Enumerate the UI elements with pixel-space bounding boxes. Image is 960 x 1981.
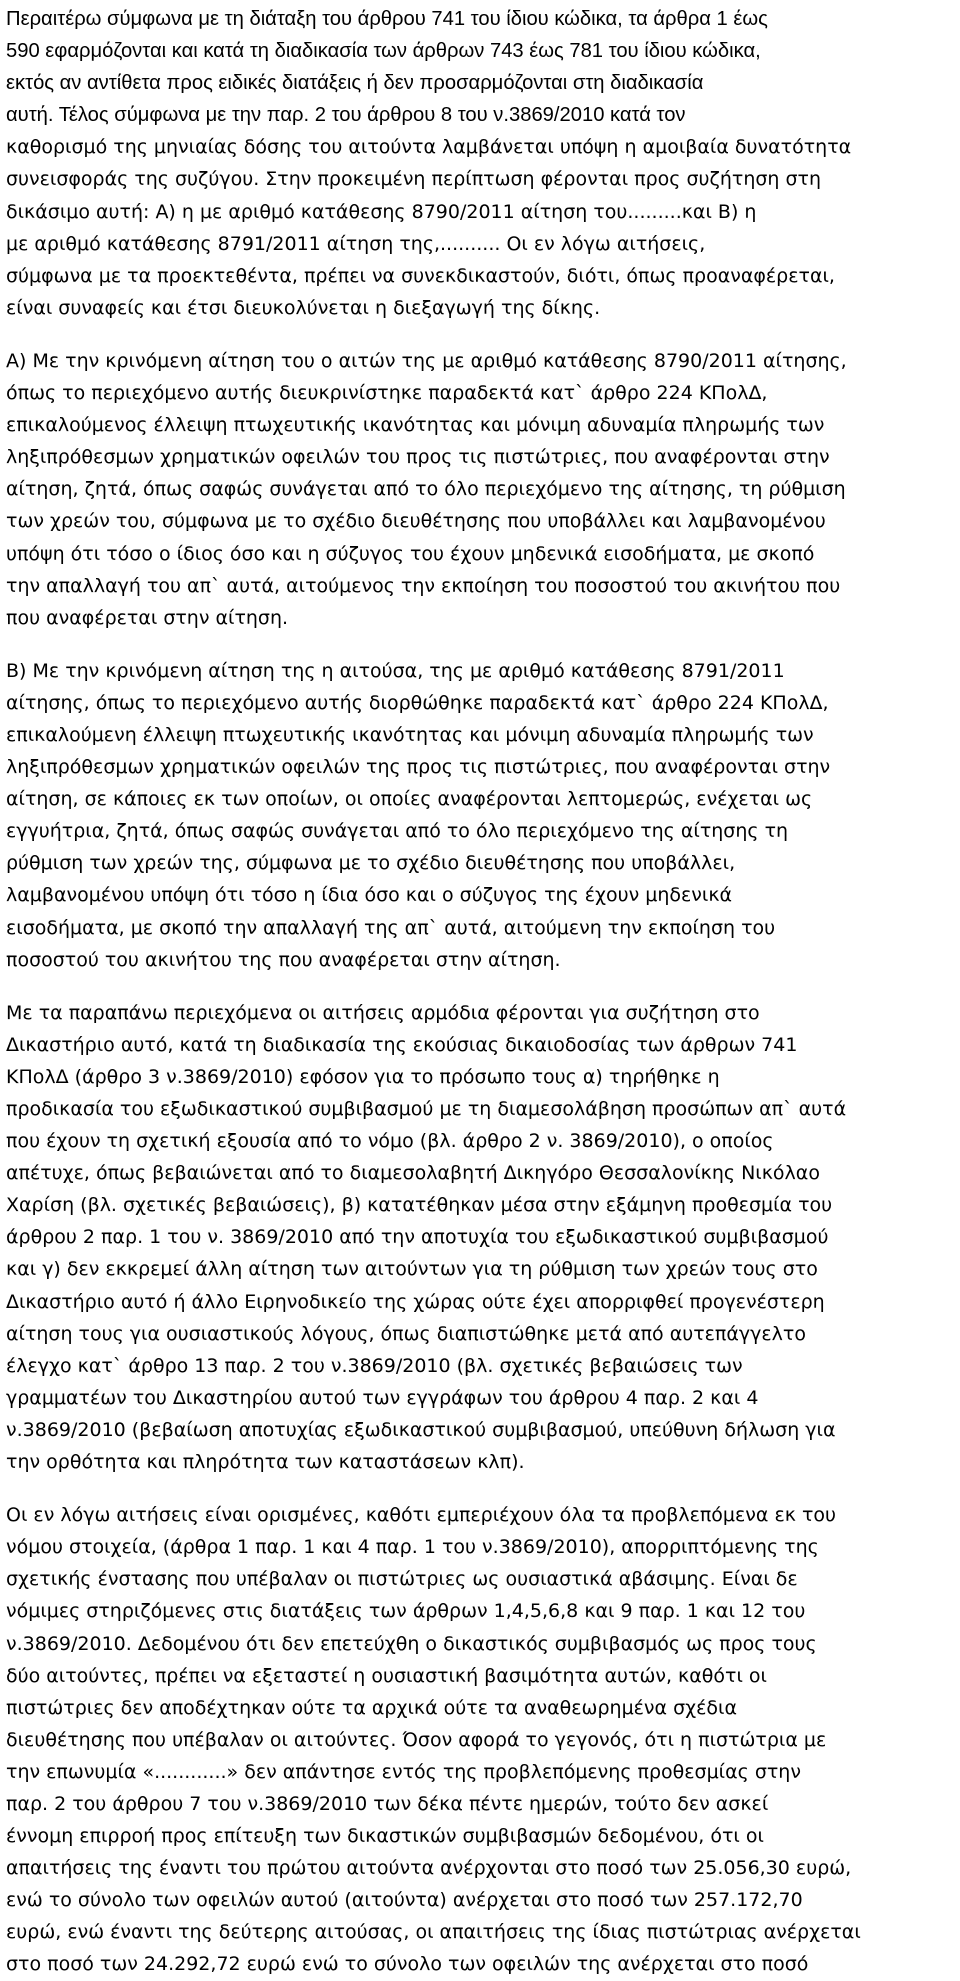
- text-line: απέτυχε, όπως βεβαιώνεται από το διαμεσολαβητή Δικηγόρο Θεσσαλονίκης Νικόλαο: [6, 1162, 820, 1185]
- text-line: Α) Με την κρινόμενη αίτηση του ο αιτών της με αριθμό κατάθεσης 8790/2011 αίτησης,: [6, 349, 847, 372]
- text-line: σύμφωνα με τα προεκτεθέντα, πρέπει να συνεκδικαστούν, διότι, όπως προαναφέρεται,: [6, 264, 835, 287]
- text-line: επικαλούμενη έλλειψη πτωχευτικής ικανότητας και μόνιμη αδυναμία πληρωμής των: [6, 723, 814, 746]
- text-line: έννομη επιρροή προς επίτευξη των δικαστικών συμβιβασμών δεδομένου, ότι οι: [6, 1825, 764, 1848]
- text-line: απαιτήσεις της έναντι του πρώτου αιτούντα ανέρχονται στο ποσό των 25.056,30 ευρώ,: [6, 1857, 852, 1880]
- text-line: έλεγχο κατ` άρθρο 13 παρ. 2 του ν.3869/2010 (βλ. σχετικές βεβαιώσεις των: [6, 1354, 743, 1377]
- text-line: πιστώτριες δεν αποδέχτηκαν ούτε τα αρχικά ούτε τα αναθεωρημένα σχέδια: [6, 1696, 737, 1719]
- text-line: εκτός αν αντίθετα προς ειδικές διατάξεις ή δεν προσαρμόζονται στη διαδικασία: [6, 72, 704, 95]
- text-line: Με τα παραπάνω περιεχόμενα οι αιτήσεις αρμόδια φέρονται για συζήτηση στο: [6, 1001, 760, 1024]
- text-line: Χαρίση (βλ. σχετικές βεβαιώσεις), β) κατατέθηκαν μέσα στην εξάμηνη προθεσμία του: [6, 1194, 833, 1217]
- paragraph-admissibility: [6, 1499, 956, 1980]
- text-line: αίτηση, ζητά, όπως σαφώς συνάγεται από το όλο περιεχόμενο της αίτησης, τη ρύθμιση: [6, 478, 846, 501]
- text-line: είναι συναφείς και έτσι διευκολύνεται η διεξαγωγή της δίκης.: [6, 296, 601, 319]
- text-line: Οι εν λόγω αιτήσεις είναι ορισμένες, καθότι εμπεριέχουν όλα τα προβλεπόμενα εκ του: [6, 1504, 837, 1527]
- text-line: δικάσιμο αυτή: Α) η με αριθμό κατάθεσης 8790/2011 αίτηση του.........και Β) η: [6, 200, 757, 223]
- text-line: υπόψη ότι τόσο ο ίδιος όσο και η σύζυγος του έχουν μηδενικά εισοδήματα, με σκοπό: [6, 542, 815, 565]
- text-line: προδικασία του εξωδικαστικού συμβιβασμού με τη διαμεσολάβηση προσώπων απ` αυτά: [6, 1098, 847, 1120]
- text-line: την επωνυμία «............» δεν απάντησε εντός της προβλεπόμενης προθεσμίας στην: [6, 1760, 801, 1783]
- paragraph-jurisdiction: [6, 997, 956, 1478]
- paragraph-procedure: [6, 3, 956, 324]
- text-line: άρθρου 2 παρ. 1 του ν. 3869/2010 από την αποτυχία του εξωδικαστικού συμβιβασμού: [6, 1226, 829, 1249]
- paragraph-application-a: [6, 345, 956, 634]
- text-line: αυτή. Τέλος σύμφωνα με την παρ. 2 του άρθρου 8 του ν.3869/2010 κατά τον: [6, 104, 686, 127]
- paragraph-application-b: [6, 655, 956, 976]
- text-line: και γ) δεν εκκρεμεί άλλη αίτηση των αιτούντων για τη ρύθμιση των χρεών τους στο: [6, 1258, 818, 1281]
- text-line: δύο αιτούντες, πρέπει να εξεταστεί η ουσιαστική βασιμότητα αυτών, καθότι οι: [6, 1664, 767, 1687]
- text-line: ποσοστού του ακινήτου της που αναφέρεται στην αίτηση.: [6, 948, 561, 971]
- text-line: ενώ το σύνολο των οφειλών αυτού (αιτούντα) ανέρχεται στο ποσό των 257.172,70: [6, 1889, 803, 1912]
- text-line: Β) Με την κρινόμενη αίτηση της η αιτούσα, της με αριθμό κατάθεσης 8791/2011: [6, 659, 785, 682]
- text-line: εισοδήματα, με σκοπό την απαλλαγή της απ` αυτά, αιτούμενη την εκποίηση του: [6, 916, 776, 939]
- text-line: καθορισμό της μηνιαίας δόσης του αιτούντα λαμβάνεται υπόψη η αμοιβαία δυνατότητα: [6, 136, 852, 159]
- text-line: που έχουν τη σχετική εξουσία από το νόμο (βλ. άρθρο 2 ν. 3869/2010), ο οποίος: [6, 1130, 774, 1153]
- text-line: εγγυήτρια, ζητά, όπως σαφώς συνάγεται από το όλο περιεχόμενο της αίτησης τη: [6, 820, 789, 843]
- text-line: ληξιπρόθεσμων χρηματικών οφειλών της προς τις πιστώτριες, που αναφέρονται στην: [6, 756, 831, 779]
- text-line: λαμβανομένου υπόψη ότι τόσο η ίδια όσο και ο σύζυγος της έχουν μηδενικά: [6, 884, 733, 907]
- text-line: νόμου στοιχεία, (άρθρα 1 παρ. 1 και 4 παρ. 1 του ν.3869/2010), απορριπτόμενης της: [6, 1536, 819, 1559]
- text-line: Δικαστήριο αυτό, κατά τη διαδικασία της εκούσιας δικαιοδοσίας των άρθρων 741: [6, 1033, 798, 1056]
- text-line: ΚΠολΔ (άρθρο 3 ν.3869/2010) εφόσον για το πρόσωπο τους α) τηρήθηκε η: [6, 1065, 720, 1088]
- text-line: ληξιπρόθεσμων χρηματικών οφειλών του προς τις πιστώτριες, που αναφέρονται στην: [6, 446, 830, 469]
- text-line: την ορθότητα και πληρότητα των καταστάσεων κλπ).: [6, 1451, 525, 1474]
- text-line: συνεισφοράς της συζύγου. Στην προκειμένη περίπτωση φέρονται προς συζήτηση στη: [6, 168, 822, 191]
- text-line: ευρώ, ενώ έναντι της δεύτερης αιτούσας, οι απαιτήσεις της ίδιας πιστώτριας ανέρχεται: [6, 1921, 861, 1944]
- text-line: αίτηση, σε κάποιες εκ των οποίων, οι οποίες αναφέρονται λεπτομερώς, ενέχεται ως: [6, 788, 813, 811]
- text-line: που αναφέρεται στην αίτηση.: [6, 606, 289, 629]
- text-line: των χρεών του, σύμφωνα με το σχέδιο διευθέτησης που υποβάλλει και λαμβανομένου: [6, 510, 826, 533]
- text-line: Δικαστήριο αυτό ή άλλο Ειρηνοδικείο της χώρας ούτε έχει απορριφθεί προγενέστερη: [6, 1290, 825, 1313]
- text-line: Περαιτέρω σύμφωνα με τη διάταξη του άρθρου 741 του ίδιου κώδικα, τα άρθρα 1 έως: [6, 8, 768, 30]
- text-line: ρύθμιση των χρεών της, σύμφωνα με το σχέδιο διευθέτησης που υποβάλλει,: [6, 852, 736, 875]
- text-line: αίτησης, όπως το περιεχόμενο αυτής διορθώθηκε παραδεκτά κατ` άρθρο 224 ΚΠολΔ,: [6, 691, 829, 714]
- text-line: αίτηση τους για ουσιαστικούς λόγους, όπως διαπιστώθηκε μετά από αυτεπάγγελτο: [6, 1322, 806, 1345]
- text-line: στο ποσό των 24.292,72 ευρώ ενώ το σύνολο των οφειλών της ανέρχεται στο ποσό: [6, 1953, 809, 1976]
- text-line: νόμιμες στηριζόμενες στις διατάξεις των άρθρων 1,4,5,6,8 και 9 παρ. 1 και 12 του: [6, 1600, 806, 1623]
- text-line: παρ. 2 του άρθρου 7 του ν.3869/2010 των δέκα πέντε ημερών, τούτο δεν ασκεί: [6, 1792, 769, 1815]
- text-line: διευθέτησης που υπέβαλαν οι αιτούντες. Όσον αφορά το γεγονός, ότι η πιστώτρια με: [6, 1728, 827, 1751]
- text-line: 590 εφαρμόζονται και κατά τη διαδικασία των άρθρων 743 έως 781 του ίδιου κώδικα,: [6, 40, 761, 63]
- text-line: γραμματέων του Δικαστηρίου αυτού των εγγράφων του άρθρου 4 παρ. 2 και 4: [6, 1386, 759, 1409]
- text-line: σχετικής ένστασης που υπέβαλαν οι πιστώτριες ως ουσιαστικά αβάσιμης. Είναι δε: [6, 1568, 798, 1591]
- text-line: ν.3869/2010 (βεβαίωση αποτυχίας εξωδικαστικού συμβιβασμού, υπεύθυνη δήλωση για: [6, 1418, 836, 1441]
- text-line: όπως το περιεχόμενο αυτής διευκρινίστηκε παραδεκτά κατ` άρθρο 224 ΚΠολΔ,: [6, 382, 768, 405]
- text-line: επικαλούμενος έλλειψη πτωχευτικής ικανότητας και μόνιμη αδυναμία πληρωμής των: [6, 414, 825, 437]
- text-line: ν.3869/2010. Δεδομένου ότι δεν επετεύχθη ο δικαστικός συμβιβασμός ως προς τους: [6, 1632, 817, 1655]
- text-line: με αριθμό κατάθεσης 8791/2011 αίτηση της,.......... Οι εν λόγω αιτήσεις,: [6, 232, 706, 255]
- text-line: την απαλλαγή του απ` αυτά, αιτούμενος την εκποίηση του ποσοστού του ακινήτου που: [6, 574, 841, 597]
- document-page: [6, 3, 956, 1981]
